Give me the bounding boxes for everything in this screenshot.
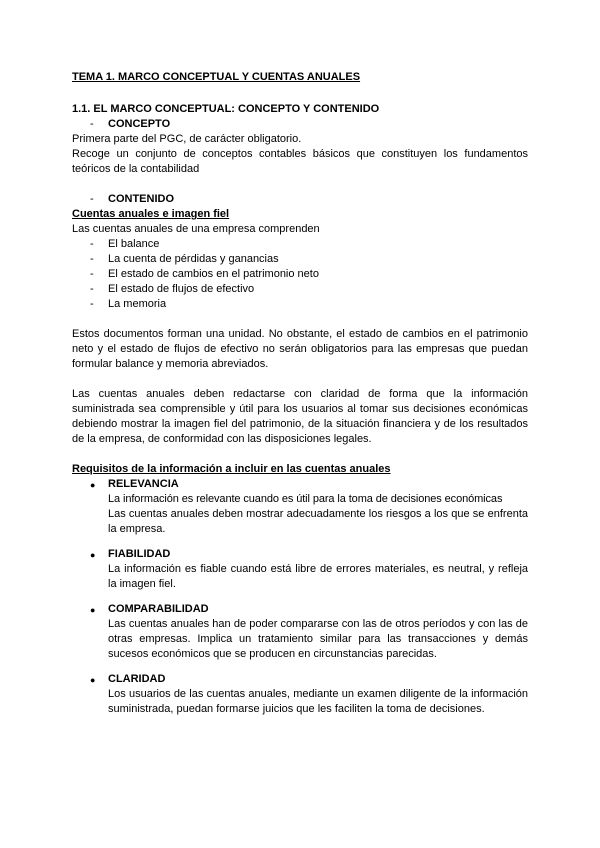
requisito-fiabilidad	[72, 547, 528, 592]
concepto-heading	[72, 117, 528, 132]
list-item: - La memoria	[90, 298, 167, 310]
cuentas-anuales-list	[72, 237, 528, 312]
requisito-relevancia	[72, 477, 528, 537]
document-title: TEMA 1. MARCO CONCEPTUAL Y CUENTAS ANUALES	[72, 71, 361, 83]
concepto-line-2: Recoge un conjunto de conceptos contables básicos que constituyen los fundamentos teóricos de la contabilidad	[72, 148, 528, 175]
concepto-line-1: Primera parte del PGC, de carácter obligatorio.	[72, 133, 302, 145]
dash-marker: -	[90, 118, 94, 130]
requisitos-subheading: Requisitos de la información a incluir en las cuentas anuales	[72, 463, 391, 475]
requisito-text: La información es fiable cuando está libre de errores materiales, es neutral, y refleja la imagen fiel.	[108, 563, 528, 590]
dash-marker: -	[90, 193, 94, 205]
cuentas-anuales-intro: Las cuentas anuales de una empresa comprenden	[72, 223, 320, 235]
requisito-comparabilidad	[72, 602, 528, 662]
requisito-text: Las cuentas anuales han de poder compararse con las de otros períodos y con las de otras empresas. Implica un tratamiento similar para las transacciones y demás sucesos económicos que se producen en circunstancias parecidas.	[108, 618, 528, 660]
requisito-text: Los usuarios de las cuentas anuales, mediante un examen diligente de la información suministrada, puedan formarse juicios que les faciliten la toma de decisiones.	[108, 688, 528, 715]
cuentas-anuales-subheading: Cuentas anuales e imagen fiel	[72, 208, 230, 220]
contenido-label: CONTENIDO	[108, 193, 174, 205]
bullet-icon: ●	[90, 550, 96, 560]
list-item: - El estado de cambios en el patrimonio neto	[90, 268, 319, 280]
section-heading: 1.1. EL MARCO CONCEPTUAL: CONCEPTO Y CONTENIDO	[72, 103, 380, 115]
list-item: - La cuenta de pérdidas y ganancias	[90, 253, 279, 265]
requisito-text: La información es relevante cuando es útil para la toma de decisiones económicas	[108, 493, 503, 505]
requisito-text: Las cuentas anuales deben mostrar adecuadamente los riesgos a los que se enfrenta la empresa.	[108, 508, 528, 535]
requisito-label: COMPARABILIDAD	[108, 603, 209, 615]
list-item: - El balance	[90, 238, 160, 250]
paragraph-unidad: Estos documentos forman una unidad. No obstante, el estado de cambios en el patrimonio neto y el estado de flujos de efectivo no serán obligatorios para las empresas que puedan formular balance y memoria abreviados.	[72, 328, 528, 370]
requisito-label: RELEVANCIA	[108, 478, 179, 490]
requisito-label: CLARIDAD	[108, 673, 166, 685]
bullet-icon: ●	[90, 480, 96, 490]
bullet-icon: ●	[90, 675, 96, 685]
concepto-label: CONCEPTO	[108, 118, 171, 130]
contenido-heading	[72, 192, 528, 207]
list-item: - El estado de flujos de efectivo	[90, 283, 255, 295]
document-page	[72, 70, 528, 717]
requisito-claridad	[72, 672, 528, 717]
bullet-icon: ●	[90, 605, 96, 615]
paragraph-claridad: Las cuentas anuales deben redactarse con claridad de forma que la información suministrada sea comprensible y útil para los usuarios al tomar sus decisiones económicas debiendo mostrar la imagen fiel del patrimonio, de la situación financiera y de los resultados de la empresa, de conformidad con las disposiciones legales.	[72, 388, 528, 445]
requisito-label: FIABILIDAD	[108, 548, 171, 560]
